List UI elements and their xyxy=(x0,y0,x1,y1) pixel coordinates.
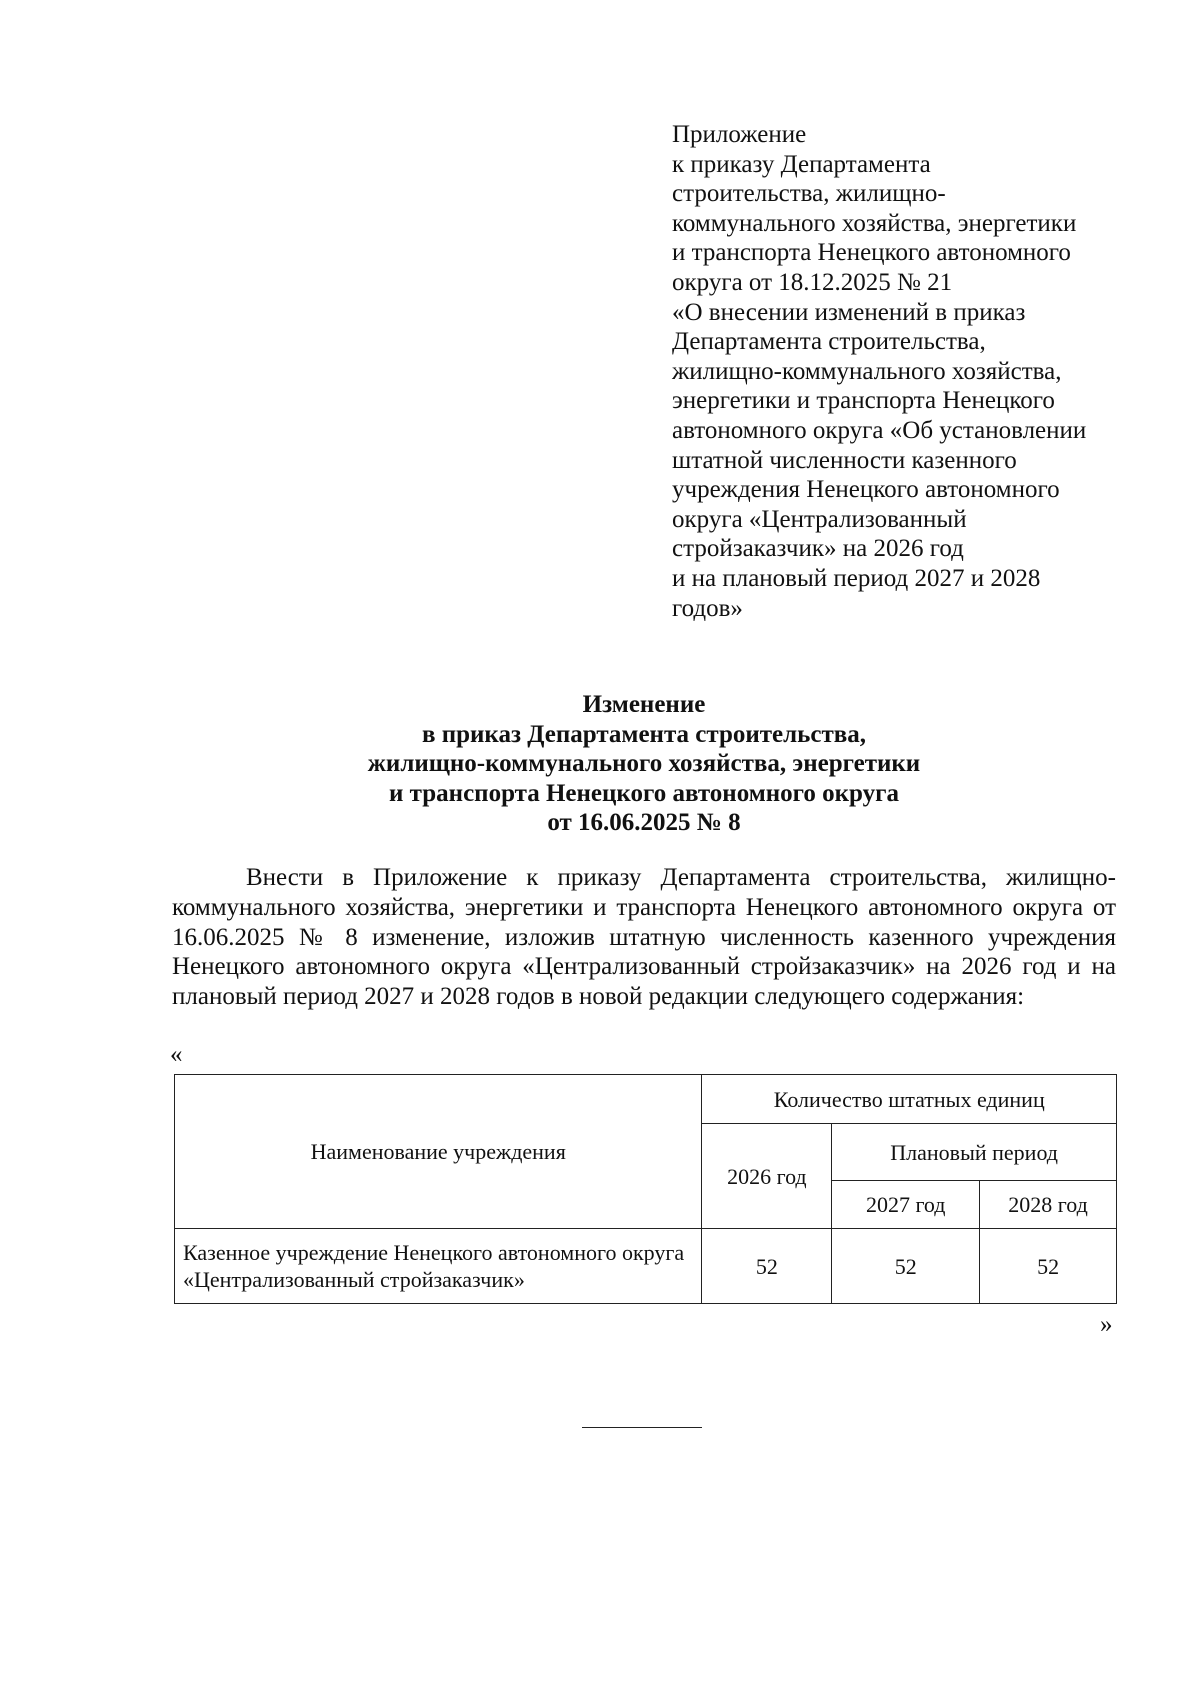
appendix-line: и транспорта Ненецкого автономного xyxy=(672,239,1071,267)
table-row xyxy=(175,1229,1117,1304)
staff-table xyxy=(174,1074,1117,1304)
appendix-line: и на плановый период 2027 и 2028 xyxy=(672,564,1041,592)
header-planned-period: Плановый период xyxy=(832,1124,1117,1181)
document-heading xyxy=(160,690,1128,838)
appendix-line: жилищно-коммунального хозяйства, xyxy=(672,357,1062,385)
close-quote-mark: » xyxy=(1100,1311,1113,1338)
header-institution-name: Наименование учреждения xyxy=(175,1075,702,1229)
value-2027-cell: 52 xyxy=(832,1229,980,1304)
header-year-2028: 2028 год xyxy=(980,1181,1117,1229)
appendix-line: «О внесении изменений в приказ xyxy=(672,298,1026,326)
appendix-line: коммунального хозяйства, энергетики xyxy=(672,209,1077,237)
heading-line: жилищно-коммунального хозяйства, энергетики xyxy=(367,750,921,778)
heading-line: в приказ Департамента строительства, xyxy=(421,720,867,748)
value-2026-cell: 52 xyxy=(702,1229,832,1304)
appendix-line: автономного округа «Об установлении xyxy=(672,416,1087,444)
header-staff-units: Количество штатных единиц xyxy=(702,1075,1117,1124)
heading-line: и транспорта Ненецкого автономного округа xyxy=(389,779,899,807)
value-2028-cell: 52 xyxy=(980,1229,1117,1304)
appendix-line: энергетики и транспорта Ненецкого xyxy=(672,387,1055,415)
appendix-line: годов» xyxy=(672,594,743,622)
header-year-2026: 2026 год xyxy=(702,1124,832,1229)
appendix-line: строительства, жилищно- xyxy=(672,180,946,208)
body-paragraph: Внести в Приложение к приказу Департамента строительства, жилищно-коммунального хозяйства, энергетики и транспорта Ненецкого автономного округа от 16.06.2025 № 8 изменение, изложив штатную численность казенного учреждения Ненецкого автономного округа «Централизованный стройзаказчик» на 2026 год и на плановый период 2027 и 2028 годов в новой редакции следующего содержания: xyxy=(172,864,1116,1011)
end-of-document-line xyxy=(582,1427,702,1428)
appendix-line: округа «Централизованный xyxy=(672,505,967,533)
table-header-row xyxy=(175,1075,1117,1124)
open-quote-mark: « xyxy=(170,1041,183,1068)
header-year-2027: 2027 год xyxy=(832,1181,980,1229)
appendix-line: штатной численности казенного xyxy=(672,446,1017,474)
appendix-line: учреждения Ненецкого автономного xyxy=(672,476,1060,504)
heading-line: от 16.06.2025 № 8 xyxy=(547,809,741,837)
appendix-line: округа от 18.12.2025 № 21 xyxy=(672,268,953,296)
appendix-line: Департамента строительства, xyxy=(672,328,986,356)
institution-name-cell: Казенное учреждение Ненецкого автономного округа «Централизованный стройзаказчик» xyxy=(175,1229,702,1304)
appendix-line: к приказу Департамента xyxy=(672,150,931,178)
heading-line: Изменение xyxy=(582,691,706,718)
appendix-block xyxy=(672,120,1142,623)
appendix-line: стройзаказчик» на 2026 год xyxy=(672,535,964,563)
appendix-line: Приложение xyxy=(672,121,807,148)
